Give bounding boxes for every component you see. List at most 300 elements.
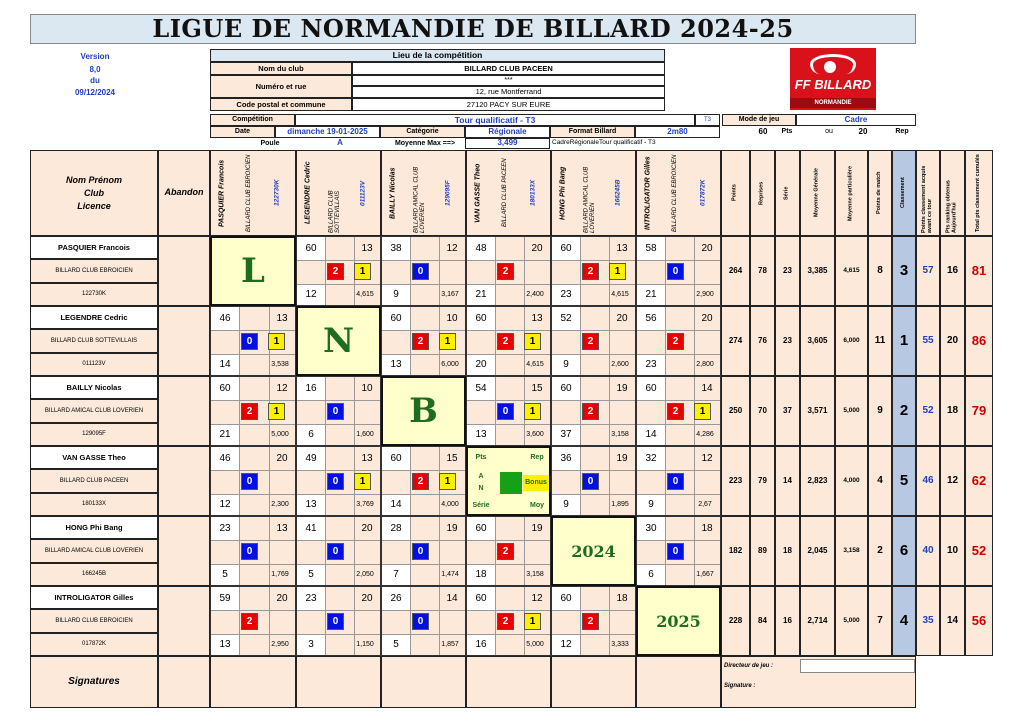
cell-divider: [637, 470, 721, 471]
cell-points: 60: [645, 382, 657, 394]
date-value: dimanche 19-01-2025: [275, 126, 380, 138]
stat-moy_part: 6,000: [835, 306, 868, 376]
stat-points: 264: [721, 236, 750, 306]
match-cell[interactable]: [210, 376, 296, 446]
stat-points: 228: [721, 586, 750, 656]
cell-moyenne: 4,615: [526, 361, 544, 369]
col-header-3: [381, 150, 466, 236]
match-cell[interactable]: [210, 306, 296, 376]
row-player-club: BILLARD CLUB PACEEN: [30, 469, 158, 493]
row-player-name: LEGENDRE Cedric: [30, 306, 158, 329]
cell-serie: 21: [475, 288, 487, 300]
cell-divider: [410, 447, 411, 516]
stat-classement: 3: [892, 236, 916, 306]
cell-points: 60: [560, 242, 572, 254]
match-cell[interactable]: [381, 586, 466, 656]
yellow-chip-icon: 1: [268, 333, 285, 350]
cell-serie: 20: [475, 358, 487, 370]
cell-divider: [211, 540, 296, 541]
cell-reprises: 12: [531, 592, 543, 604]
col-header-2: [296, 150, 381, 236]
cell-serie: 12: [219, 498, 231, 510]
moyenne-max-value: 3,499: [465, 138, 550, 149]
version-label: Version: [80, 51, 110, 61]
cell-reprises: 20: [531, 242, 543, 254]
cell-serie: 37: [560, 428, 572, 440]
blue-chip-icon: 0: [241, 543, 258, 560]
match-cell[interactable]: [296, 236, 381, 306]
cell-divider: [382, 260, 466, 261]
director-label: Directeur de jeu :: [724, 662, 774, 669]
signature-p2[interactable]: [296, 656, 381, 708]
cell-points: 23: [305, 592, 317, 604]
cell-reprises: 20: [616, 312, 628, 324]
stat-points: 274: [721, 306, 750, 376]
col-header-name: LEGENDRE Cedric: [304, 161, 312, 225]
match-cell[interactable]: [466, 306, 551, 376]
red-chip-icon: 2: [241, 403, 258, 420]
match-cell[interactable]: [296, 376, 381, 446]
cell-points: 60: [475, 592, 487, 604]
cell-serie: 6: [648, 568, 654, 580]
row-abandon[interactable]: [158, 306, 210, 376]
director-input[interactable]: [800, 659, 915, 673]
cell-points: 60: [560, 382, 572, 394]
poule-value: A: [337, 138, 343, 148]
red-chip-icon: 2: [497, 543, 514, 560]
col-header-name: HONG Phi Bang: [559, 166, 567, 220]
match-cell[interactable]: [381, 306, 466, 376]
page-title: LIGUE DE NORMANDIE DE BILLARD 2024-25: [152, 14, 794, 44]
row-player-name: PASQUIER Francois: [30, 236, 158, 259]
blue-chip-icon: 0: [327, 403, 344, 420]
stat-moy_part: 3,158: [835, 516, 868, 586]
cell-points: 60: [305, 242, 317, 254]
cell-moyenne: 1,895: [611, 501, 629, 509]
cell-points: 60: [219, 382, 231, 394]
cell-divider: [297, 470, 381, 471]
stat-classement: 1: [892, 306, 916, 376]
stat-total: 79: [965, 376, 993, 446]
cell-points: 48: [475, 242, 487, 254]
cell-points: 46: [219, 312, 231, 324]
competition-name: Tour qualificatif - T3: [295, 114, 695, 126]
cell-divider: [382, 540, 466, 541]
stat-ranking: 10: [940, 516, 965, 586]
match-cell[interactable]: [381, 446, 466, 516]
col-header-4: [466, 150, 551, 236]
stat-pm: 9: [868, 376, 892, 446]
cell-divider: [495, 377, 496, 446]
row-player-licence: 017872K: [30, 633, 158, 656]
cell-reprises: 14: [446, 592, 458, 604]
cell-reprises: 10: [361, 382, 373, 394]
legend-cell: [466, 446, 551, 516]
stat-header-ranking: Pts ranking obtenus Aujourd'hui: [940, 150, 965, 236]
cell-divider: [495, 237, 496, 306]
cell-moyenne: 2,950: [271, 641, 289, 649]
cell-divider: [552, 610, 636, 611]
cell-divider: [297, 540, 381, 541]
cell-reprises: 13: [276, 312, 288, 324]
col-header-6: [636, 150, 721, 236]
cell-reprises: 19: [616, 382, 628, 394]
match-cell[interactable]: [296, 446, 381, 516]
cell-reprises: 14: [701, 382, 713, 394]
stat-reprises: 84: [750, 586, 775, 656]
stat-ranking: 18: [940, 376, 965, 446]
red-chip-icon: 2: [497, 263, 514, 280]
cell-serie: 9: [563, 358, 569, 370]
cell-divider: [467, 260, 551, 261]
col-header-club: BILLARD AMICAL CLUB LOVERIEN: [413, 166, 426, 233]
cell-divider: [467, 330, 551, 331]
cell-divider: [239, 517, 240, 586]
stat-moy_gen: 2,045: [800, 516, 835, 586]
abandon-header: Abandon: [158, 150, 210, 236]
match-cell[interactable]: [636, 516, 721, 586]
legend-rep: Rep: [530, 454, 544, 462]
categorie-label: Catégorie: [380, 126, 465, 138]
cell-points: 46: [219, 452, 231, 464]
stat-points: 182: [721, 516, 750, 586]
match-cell[interactable]: [381, 516, 466, 586]
match-cell[interactable]: [466, 376, 551, 446]
cell-divider: [325, 447, 326, 516]
stat-pm: 11: [868, 306, 892, 376]
cell-serie: 12: [305, 288, 317, 300]
cell-points: 23: [219, 522, 231, 534]
row-player-name: BAILLY Nicolas: [30, 376, 158, 399]
match-cell[interactable]: [636, 376, 721, 446]
stat-avant: 40: [916, 516, 940, 586]
row-abandon[interactable]: [158, 236, 210, 306]
match-cell[interactable]: [636, 236, 721, 306]
cell-moyenne: 1,769: [271, 571, 289, 579]
col-header-licence: 011123V: [359, 180, 367, 206]
stat-serie: 18: [775, 516, 800, 586]
cell-divider: [325, 237, 326, 306]
pts-unit: Pts: [781, 128, 793, 136]
cell-serie: 9: [563, 498, 569, 510]
cell-divider: [410, 517, 411, 586]
col-header-club: BILLARD CLUB EBROICIEN: [671, 154, 678, 232]
signatures-cell: [30, 656, 158, 708]
cell-divider: [239, 447, 240, 516]
stat-header-moy_gen: Moyenne Générale: [800, 150, 835, 236]
stat-moy_part: 5,000: [835, 586, 868, 656]
match-cell[interactable]: [210, 516, 296, 586]
row-player-licence: 129095F: [30, 423, 158, 446]
cell-serie: 23: [645, 358, 657, 370]
cell-points: 60: [390, 312, 402, 324]
cell-divider: [552, 400, 636, 401]
stat-avant: 52: [916, 376, 940, 446]
yellow-chip-icon: 1: [609, 263, 626, 280]
row-player-licence: 166245B: [30, 563, 158, 586]
col-header-club: BILLARD AMICAL CLUB LOVERIEN: [583, 166, 596, 233]
cell-reprises: 10: [446, 312, 458, 324]
row-abandon[interactable]: [158, 446, 210, 516]
cell-points: 36: [560, 452, 572, 464]
match-cell[interactable]: [296, 586, 381, 656]
cell-serie: 9: [648, 498, 654, 510]
match-cell[interactable]: [466, 236, 551, 306]
cell-moyenne: 2,050: [356, 571, 374, 579]
ffb-logo: [790, 48, 876, 110]
cell-serie: 12: [560, 638, 572, 650]
stat-reprises: 89: [750, 516, 775, 586]
signature-abandon: [158, 656, 210, 708]
legend-n: N: [478, 485, 484, 493]
cell-divider: [325, 517, 326, 586]
row-player-name: INTROLIGATOR Gilles: [30, 586, 158, 609]
mode-value: Cadre: [796, 114, 916, 126]
match-cell[interactable]: [551, 236, 636, 306]
row-abandon[interactable]: [158, 376, 210, 446]
legend-serie: Série: [472, 502, 490, 510]
red-chip-icon: 2: [327, 263, 344, 280]
cell-reprises: 13: [531, 312, 543, 324]
cell-reprises: 19: [531, 522, 543, 534]
cell-reprises: 19: [446, 522, 458, 534]
red-chip-icon: 2: [241, 613, 258, 630]
cell-serie: 7: [393, 568, 399, 580]
stat-total: 52: [965, 516, 993, 586]
match-cell[interactable]: [466, 586, 551, 656]
row-player-club: BILLARD CLUB EBROICIEN: [30, 259, 158, 283]
cell-divider: [467, 400, 551, 401]
cell-serie: 21: [219, 428, 231, 440]
red-chip-icon: 2: [582, 333, 599, 350]
format-label: Format Billard: [550, 126, 635, 138]
rue-value: 12, rue Montferrand: [352, 86, 665, 98]
yellow-chip-icon: 1: [354, 263, 371, 280]
stat-ranking: 12: [940, 446, 965, 516]
row-abandon[interactable]: [158, 516, 210, 586]
match-cell[interactable]: [551, 376, 636, 446]
stat-header-total: Total pts classement cumulés: [965, 150, 993, 236]
signature-p1[interactable]: [210, 656, 296, 708]
cell-reprises: 15: [531, 382, 543, 394]
cell-divider: [665, 517, 666, 586]
player-header: Nom Prénom Club Licence: [30, 150, 158, 236]
cell-points: 60: [475, 522, 487, 534]
cell-points: 30: [645, 522, 657, 534]
yellow-chip-icon: 1: [439, 473, 456, 490]
director-cell: [721, 656, 916, 708]
col-header-name: INTROLIGATOR Gilles: [644, 156, 652, 230]
stat-ranking: 20: [940, 306, 965, 376]
cell-divider: [495, 517, 496, 586]
blue-chip-icon: 0: [327, 473, 344, 490]
stat-reprises: 79: [750, 446, 775, 516]
cell-divider: [637, 330, 721, 331]
match-cell[interactable]: [296, 516, 381, 586]
stat-serie: 23: [775, 306, 800, 376]
stat-reprises: 76: [750, 306, 775, 376]
diagonal-cell: [381, 376, 466, 446]
signature-p3[interactable]: [381, 656, 466, 708]
row-player-club: BILLARD CLUB EBROICIEN: [30, 609, 158, 633]
cp-value: 27120 PACY SUR EURE: [352, 98, 665, 111]
logo-brand: FF BILLARD: [794, 77, 872, 93]
diagonal-cell: [296, 306, 381, 376]
diagonal-cell: [210, 236, 296, 306]
categorie-value: Régionale: [465, 126, 550, 138]
red-chip-icon: 2: [582, 613, 599, 630]
cell-serie: 5: [222, 568, 228, 580]
cell-divider: [552, 470, 636, 471]
row-player-club: BILLARD AMICAL CLUB LOVERIEN: [30, 539, 158, 563]
cell-divider: [552, 330, 636, 331]
cell-reprises: 12: [276, 382, 288, 394]
cell-divider: [580, 377, 581, 446]
stat-serie: 37: [775, 376, 800, 446]
col-header-name: PASQUIER Francois: [218, 159, 226, 227]
mode-label: Mode de jeu: [722, 114, 796, 126]
cell-points: 28: [390, 522, 402, 534]
cell-serie: 13: [219, 638, 231, 650]
cell-serie: 13: [390, 358, 402, 370]
match-cell[interactable]: [210, 586, 296, 656]
signature-p4[interactable]: [466, 656, 551, 708]
cell-moyenne: 4,000: [441, 501, 459, 509]
version-date: 09/12/2024: [74, 87, 116, 97]
blue-chip-icon: 0: [582, 473, 599, 490]
cell-moyenne: 5,000: [526, 641, 544, 649]
cell-divider: [552, 260, 636, 261]
match-cell[interactable]: [551, 446, 636, 516]
cell-divider: [410, 587, 411, 656]
cell-divider: [211, 470, 296, 471]
blue-chip-icon: 0: [497, 403, 514, 420]
col-header-club: BILLARD CLUB SOTTEVILLAIS: [328, 190, 341, 233]
signatures-label: Signatures: [68, 675, 120, 687]
row-player-licence: 180133X: [30, 493, 158, 516]
stat-total: 62: [965, 446, 993, 516]
yellow-chip-icon: 1: [524, 403, 541, 420]
cell-serie: 3: [308, 638, 314, 650]
red-chip-icon: 2: [667, 403, 684, 420]
stat-serie: 14: [775, 446, 800, 516]
legend-pts: Pts: [475, 454, 487, 462]
stat-header-pm: Points de match: [868, 150, 892, 236]
stat-avant: 35: [916, 586, 940, 656]
signature-p5[interactable]: [551, 656, 636, 708]
cell-divider: [580, 307, 581, 376]
legend-moy: Moy: [530, 502, 544, 510]
row-player-club: BILLARD CLUB SOTTEVILLAIS: [30, 329, 158, 353]
cell-reprises: 19: [616, 452, 628, 464]
rep-unit: Rep: [895, 128, 909, 136]
stat-ranking: 16: [940, 236, 965, 306]
cell-serie: 14: [645, 428, 657, 440]
stat-serie: 23: [775, 236, 800, 306]
yellow-chip-icon: 1: [694, 403, 711, 420]
stat-header-avant: Points classement acquis avant ce tour: [916, 150, 940, 236]
cell-points: 59: [219, 592, 231, 604]
cell-moyenne: 1,474: [441, 571, 459, 579]
cell-moyenne: 4,615: [611, 291, 629, 299]
match-cell[interactable]: [551, 586, 636, 656]
title-banner: [30, 14, 916, 44]
diagonal-cell: [636, 586, 721, 656]
cell-reprises: 12: [701, 452, 713, 464]
match-cell[interactable]: [636, 306, 721, 376]
cell-divider: [297, 260, 381, 261]
cell-divider: [495, 587, 496, 656]
match-cell[interactable]: [636, 446, 721, 516]
col-header-name: BAILLY Nicolas: [389, 167, 397, 219]
signature-p6[interactable]: [636, 656, 721, 708]
club-value: BILLARD CLUB PACEEN: [352, 62, 665, 75]
cell-divider: [382, 610, 466, 611]
blue-chip-icon: 0: [327, 543, 344, 560]
cell-serie: 14: [390, 498, 402, 510]
cell-points: 60: [390, 452, 402, 464]
cell-divider: [665, 447, 666, 516]
cell-reprises: 20: [361, 522, 373, 534]
cell-serie: 16: [475, 638, 487, 650]
competition-code: T3: [695, 114, 720, 126]
cell-divider: [211, 400, 296, 401]
cell-serie: 6: [308, 428, 314, 440]
cell-points: 49: [305, 452, 317, 464]
cell-divider: [467, 610, 551, 611]
cell-moyenne: 3,158: [526, 571, 544, 579]
cell-divider: [382, 470, 466, 471]
competition-label: Compétition: [210, 114, 295, 126]
cell-divider: [297, 400, 381, 401]
cell-serie: 23: [560, 288, 572, 300]
cell-divider: [239, 377, 240, 446]
cell-points: 32: [645, 452, 657, 464]
cell-serie: 18: [475, 568, 487, 580]
col-header-5: [551, 150, 636, 236]
cell-divider: [239, 587, 240, 656]
row-abandon[interactable]: [158, 586, 210, 656]
col-header-club: BILLARD CLUB EBROICIEN: [245, 154, 252, 232]
match-cell[interactable]: [551, 306, 636, 376]
stat-classement: 5: [892, 446, 916, 516]
cp-label: Code postal et commune: [210, 98, 352, 111]
cell-points: 54: [475, 382, 487, 394]
cell-divider: [580, 237, 581, 306]
col-header-licence: 122730K: [273, 179, 281, 207]
diagonal-label: 2025: [656, 611, 701, 631]
cell-divider: [637, 540, 721, 541]
stat-moy_gen: 3,385: [800, 236, 835, 306]
yellow-chip-icon: 1: [268, 403, 285, 420]
match-cell[interactable]: [381, 236, 466, 306]
col-header-licence: 166245B: [614, 179, 622, 207]
red-chip-icon: 2: [582, 403, 599, 420]
match-cell[interactable]: [210, 446, 296, 516]
row-player-licence: 011123V: [30, 353, 158, 376]
version-du: du: [90, 75, 100, 85]
stat-reprises: 78: [750, 236, 775, 306]
blue-chip-icon: 0: [241, 333, 258, 350]
cell-divider: [325, 377, 326, 446]
stat-moy_part: 4,615: [835, 236, 868, 306]
stat-header-classement: Classement: [892, 150, 916, 236]
stat-total: 56: [965, 586, 993, 656]
match-cell[interactable]: [466, 516, 551, 586]
stat-pm: 8: [868, 236, 892, 306]
cell-reprises: 18: [616, 592, 628, 604]
stat-header-serie: Série: [775, 150, 800, 236]
